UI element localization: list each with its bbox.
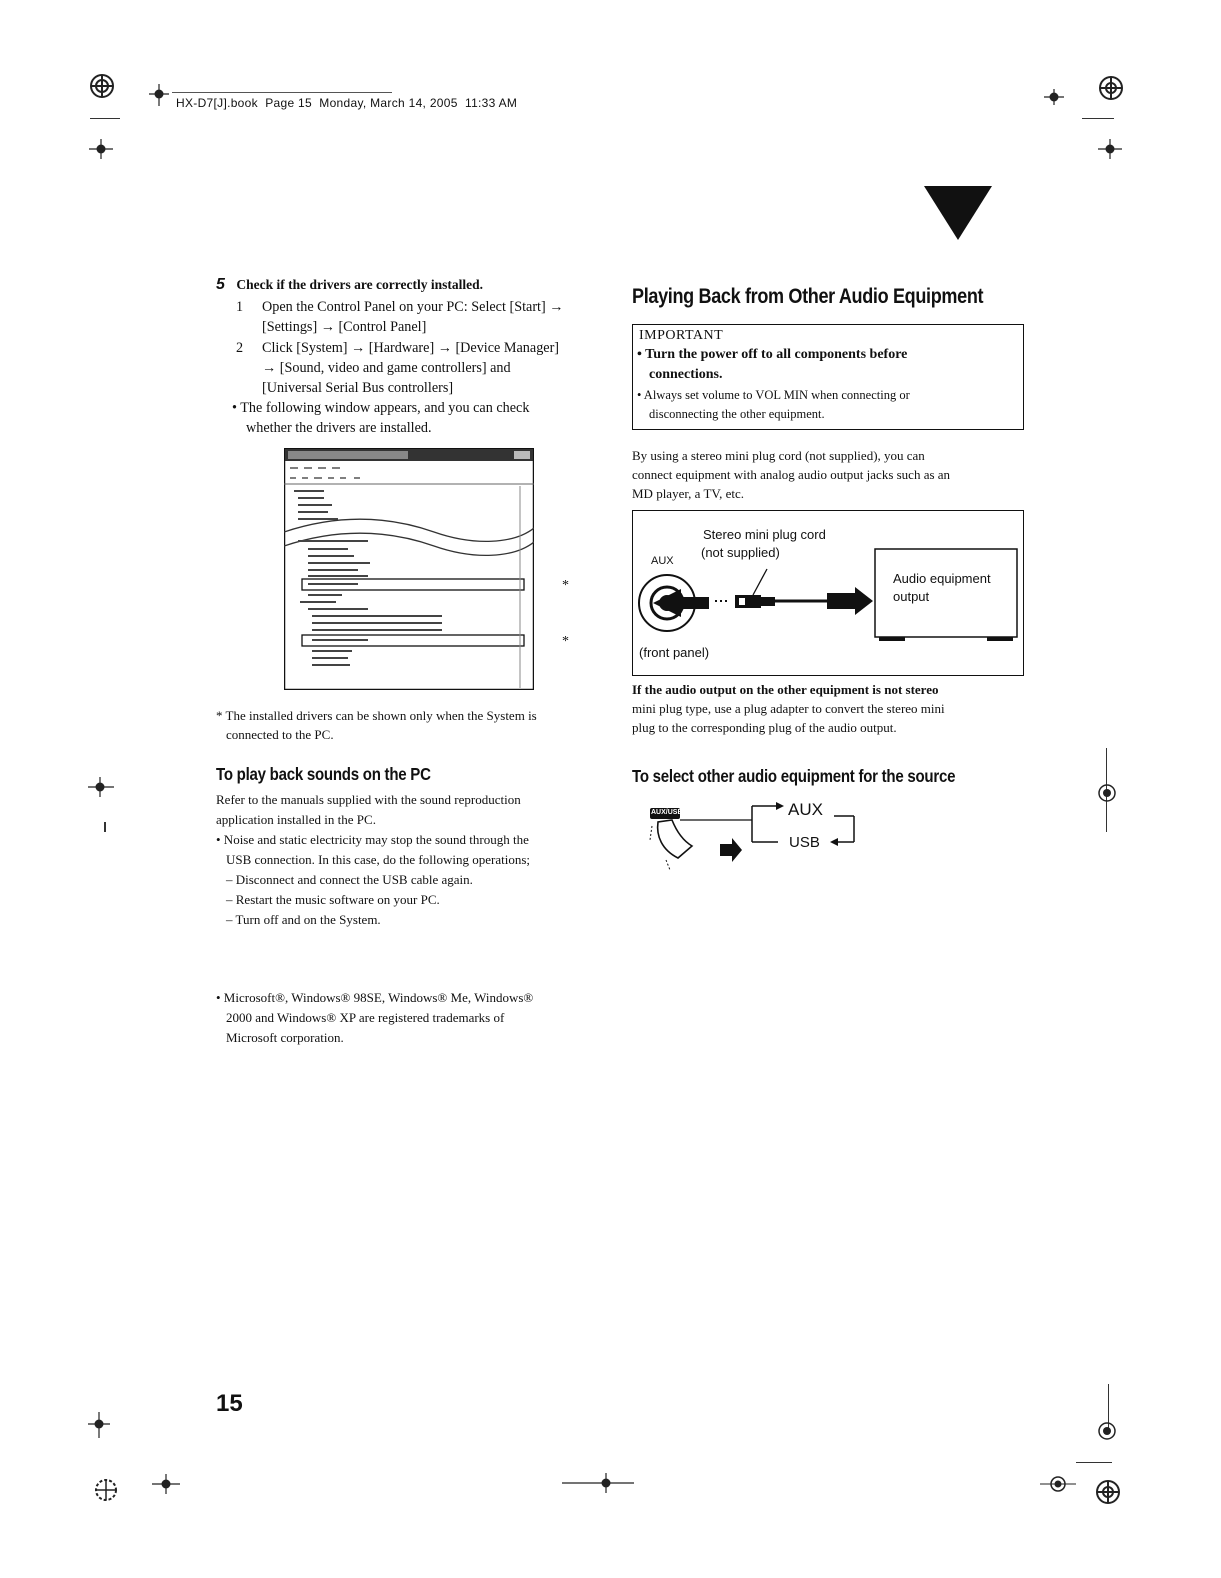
corner-art-bottom-left [92, 1470, 120, 1515]
corner-art-icon [1096, 66, 1126, 110]
important-line: • Turn the power off to all components before [637, 347, 908, 362]
corner-art-icon [92, 1470, 120, 1510]
footnote-line: connected to the PC. [226, 727, 334, 742]
connection-diagram [632, 510, 1024, 676]
step-5 [216, 276, 606, 294]
item-number: 2 [236, 340, 244, 356]
corner-art-bottom-right [1092, 1466, 1122, 1519]
corner-art-icon [1092, 1466, 1122, 1514]
item-line: → [Sound, video and game controllers] and [262, 360, 511, 376]
intro-line: MD player, a TV, etc. [632, 486, 744, 501]
step-number: 5 [216, 276, 225, 293]
registration-mark [146, 1474, 186, 1499]
crop-line [1076, 1462, 1112, 1463]
important-label: IMPORTANT [639, 328, 724, 343]
registration-mark [1094, 1418, 1120, 1449]
registration-mark [1036, 1472, 1082, 1501]
item-line: Open the Control Panel on your PC: Select [Start] → [262, 299, 564, 315]
corner-art-top-left [88, 66, 118, 106]
registration-mark [86, 776, 116, 803]
intro-line: By using a stereo mini plug cord (not supplied), you can [632, 448, 925, 463]
cord-illustration [633, 511, 1023, 675]
header-rule [172, 92, 392, 93]
source-button-label: AUX/USB [651, 809, 683, 816]
triangle-down-icon [924, 186, 992, 242]
note-line: whether the drivers are installed. [246, 420, 432, 436]
item-number: 1 [236, 299, 244, 315]
registration-mark [87, 138, 115, 165]
crop-line [1082, 118, 1114, 119]
page-number: 15 [216, 1390, 243, 1417]
registration-mark [560, 1472, 640, 1499]
trademark-line: 2000 and Windows® XP are registered trademarks of [226, 1010, 505, 1025]
trademark-line: • Microsoft®, Windows® 98SE, Windows® Me, Windows® [216, 990, 534, 1005]
asterisk-marker: * [562, 578, 569, 593]
select-source-heading: To select other audio equipment for the source [632, 766, 956, 786]
important-line: disconnecting the other equipment. [649, 407, 825, 421]
important-line: • Always set volume to VOL MIN when connecting or [637, 388, 910, 402]
note-line: mini plug type, use a plug adapter to convert the stereo mini [632, 701, 945, 716]
equipment-label: Audio equipment [893, 571, 991, 586]
source-cycle-illustration [648, 796, 878, 876]
intro-line: connect equipment with analog audio output jacks such as an [632, 467, 951, 482]
panel-label: (front panel) [639, 645, 710, 660]
body-line: USB connection. In this case, do the following operations; [226, 852, 531, 867]
body-line: application installed in the PC. [216, 812, 376, 827]
file-info-header: HX-D7[J].book Page 15 Monday, March 14, 2005 11:33 AM [176, 96, 518, 110]
note-line: If the audio output on the other equipment is not stereo [632, 682, 939, 697]
play-pc-heading: To play back sounds on the PC [216, 764, 431, 784]
step-title: Check if the drivers are correctly installed. [236, 277, 483, 292]
registration-mark [86, 1410, 112, 1445]
corner-art-icon [88, 66, 118, 106]
note-line: plug to the corresponding plug of the audio output. [632, 720, 897, 735]
device-manager-screenshot [284, 448, 534, 690]
registration-mark [1096, 138, 1124, 165]
finger-press-icon [650, 820, 692, 870]
cord-note: (not supplied) [701, 545, 780, 560]
trademark-line: Microsoft corporation. [226, 1030, 344, 1045]
aux-label: AUX [651, 555, 674, 567]
body-line: – Disconnect and connect the USB cable again. [226, 872, 473, 887]
footnote-line: * The installed drivers can be shown only when the System is [216, 708, 537, 723]
important-box [632, 324, 1024, 430]
source-option-usb: USB [789, 834, 820, 851]
corner-art-top-right [1096, 66, 1126, 115]
body-line: – Turn off and on the System. [226, 912, 381, 927]
continue-triangle [924, 186, 992, 247]
device-manager-illustration [284, 448, 534, 690]
body-line: – Restart the music software on your PC. [226, 892, 440, 907]
registration-mark [1040, 86, 1068, 113]
source-option-aux: AUX [788, 800, 823, 819]
item-line: Click [System] → [Hardware] → [Device Manager] [262, 340, 560, 356]
asterisk-marker: * [562, 634, 569, 649]
body-line: Refer to the manuals supplied with the sound reproduction [216, 792, 521, 807]
source-selector-diagram [648, 796, 878, 876]
crop-tick [104, 822, 106, 832]
crop-line [90, 118, 120, 119]
body-line: • Noise and static electricity may stop the sound through the [216, 832, 529, 847]
item-line: [Universal Serial Bus controllers] [262, 380, 454, 396]
equipment-label: output [893, 589, 930, 604]
important-line: connections. [649, 367, 723, 382]
cord-label: Stereo mini plug cord [703, 527, 826, 542]
registration-mark [1094, 780, 1120, 811]
step-heading [216, 276, 606, 294]
section-heading: Playing Back from Other Audio Equipment [632, 285, 984, 308]
note-line: • The following window appears, and you can check [232, 400, 530, 416]
registration-mark [145, 84, 173, 115]
item-line: [Settings] → [Control Panel] [262, 319, 427, 335]
